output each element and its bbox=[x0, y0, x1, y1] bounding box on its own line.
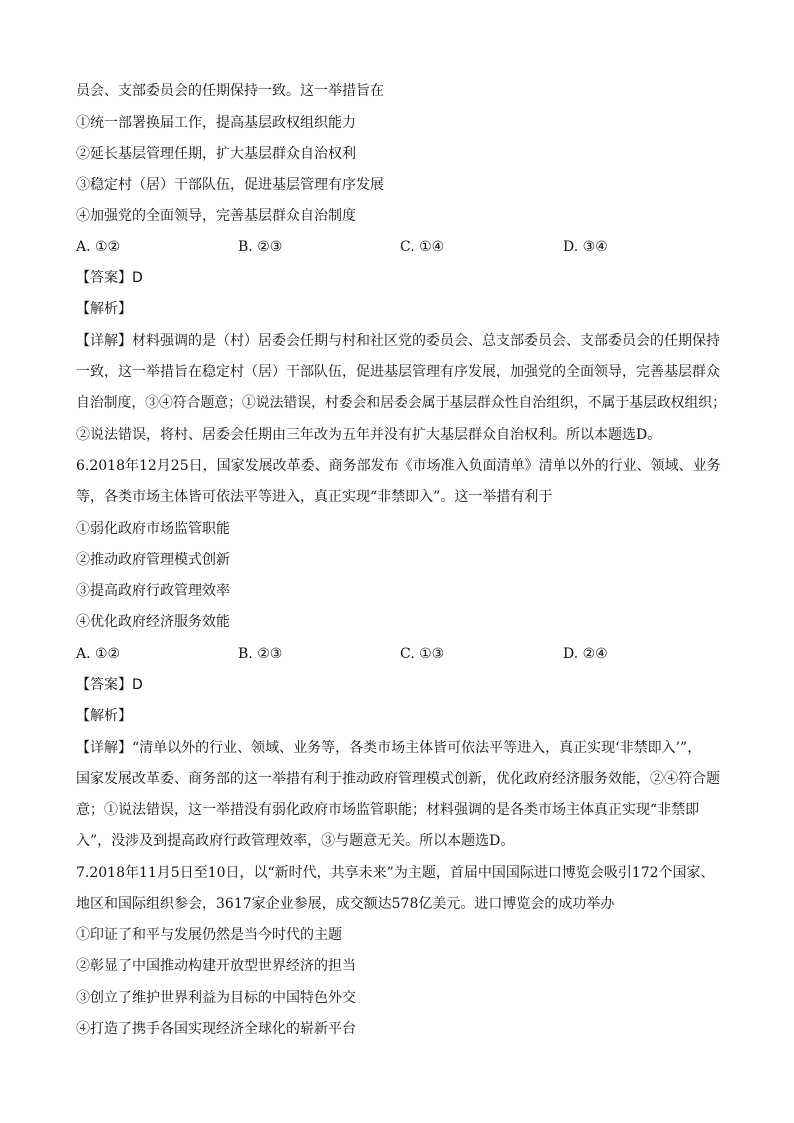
q6-detail-line-2: 国家发展改革委、商务部的这一举措有利于推动政府管理模式创新，优化政府经济服务效能，②④符合题 bbox=[76, 771, 720, 787]
q6-item-3: ③提高政府行政管理效率 bbox=[76, 583, 230, 599]
q5-detail-line-1: 【详解】材料强调的是（村）居委会任期与村和社区党的委员会、总支部委员会、支部委员会的任期保持 bbox=[76, 333, 720, 349]
q6-detail-line-4: 入”，没涉及到提高政府行政管理效率，③与题意无关。所以本题选D。 bbox=[76, 833, 515, 849]
q6-detail-line-1: 【详解】“清单以外的行业、领域、业务等，各类市场主体皆可依法平等进入，真正实现‘非禁即入’”， bbox=[76, 740, 702, 756]
q5-option-d: D. ③④ bbox=[563, 239, 608, 255]
q5-stem-tail: 员会、支部委员会的任期保持一致。这一举措旨在 bbox=[76, 83, 384, 99]
q7-item-1: ①印证了和平与发展仍然是当今时代的主题 bbox=[76, 927, 342, 943]
q7-item-4: ④打造了携手各国实现经济全球化的崭新平台 bbox=[76, 1021, 356, 1037]
q5-item-1: ①统一部署换届工作，提高基层政权组织能力 bbox=[76, 115, 356, 131]
q6-detail-line-3: 意；①说法错误，这一举措没有弱化政府市场监管职能；材料强调的是各类市场主体真正实现“非禁即 bbox=[76, 802, 700, 818]
q5-answer: 【答案】D bbox=[76, 270, 143, 286]
q6-item-1: ①弱化政府市场监管职能 bbox=[76, 521, 230, 537]
q5-item-3: ③稳定村（居）干部队伍，促进基层管理有序发展 bbox=[76, 177, 384, 193]
q6-answer: 【答案】D bbox=[76, 677, 143, 693]
q5-analysis-label: 【解析】 bbox=[76, 301, 132, 317]
q5-option-c: C. ①④ bbox=[400, 239, 445, 255]
q5-detail-line-3: 自治制度，③④符合题意；①说法错误，村委会和居委会属于基层群众性自治组织，不属于基层政权组织； bbox=[76, 395, 726, 411]
q7-stem-line-1: 7.2018年11月5日至10日，以“新时代，共享未来”为主题，首届中国国际进口博览会吸引172个国家、 bbox=[76, 865, 715, 881]
q6-option-d: D. ②④ bbox=[563, 646, 608, 662]
q6-option-c: C. ①③ bbox=[400, 646, 445, 662]
q7-item-2: ②彰显了中国推动构建开放型世界经济的担当 bbox=[76, 958, 356, 974]
q6-analysis-label: 【解析】 bbox=[76, 708, 132, 724]
q7-stem-line-2: 地区和国际组织参会，3617家企业参展，成交额达578亿美元。进口博览会的成功举办 bbox=[76, 896, 615, 912]
q5-item-4: ④加强党的全面领导，完善基层群众自治制度 bbox=[76, 208, 356, 224]
q5-detail-line-2: 一致，这一举措旨在稳定村（居）干部队伍，促进基层管理有序发展，加强党的全面领导，完善基层群众 bbox=[76, 364, 720, 380]
q5-option-b: B. ②③ bbox=[238, 239, 283, 255]
q6-stem-line-1: 6.2018年12月25日，国家发展改革委、商务部发布《市场准入负面清单》清单以外的行业、领域、业务 bbox=[76, 458, 721, 474]
q5-option-a: A. ①② bbox=[76, 239, 121, 255]
q7-item-3: ③创立了维护世界利益为目标的中国特色外交 bbox=[76, 990, 356, 1006]
q6-item-2: ②推动政府管理模式创新 bbox=[76, 552, 230, 568]
q6-option-b: B. ②③ bbox=[238, 646, 283, 662]
q6-stem-line-2: 等，各类市场主体皆可依法平等进入，真正实现“非禁即入”。这一举措有利于 bbox=[76, 489, 553, 505]
q5-item-2: ②延长基层管理任期，扩大基层群众自治权利 bbox=[76, 146, 356, 162]
q5-detail-line-4: ②说法错误，将村、居委会任期由三年改为五年并没有扩大基层群众自治权利。所以本题选D。 bbox=[76, 427, 662, 443]
q6-item-4: ④优化政府经济服务效能 bbox=[76, 614, 230, 630]
q6-option-a: A. ①② bbox=[76, 646, 121, 662]
